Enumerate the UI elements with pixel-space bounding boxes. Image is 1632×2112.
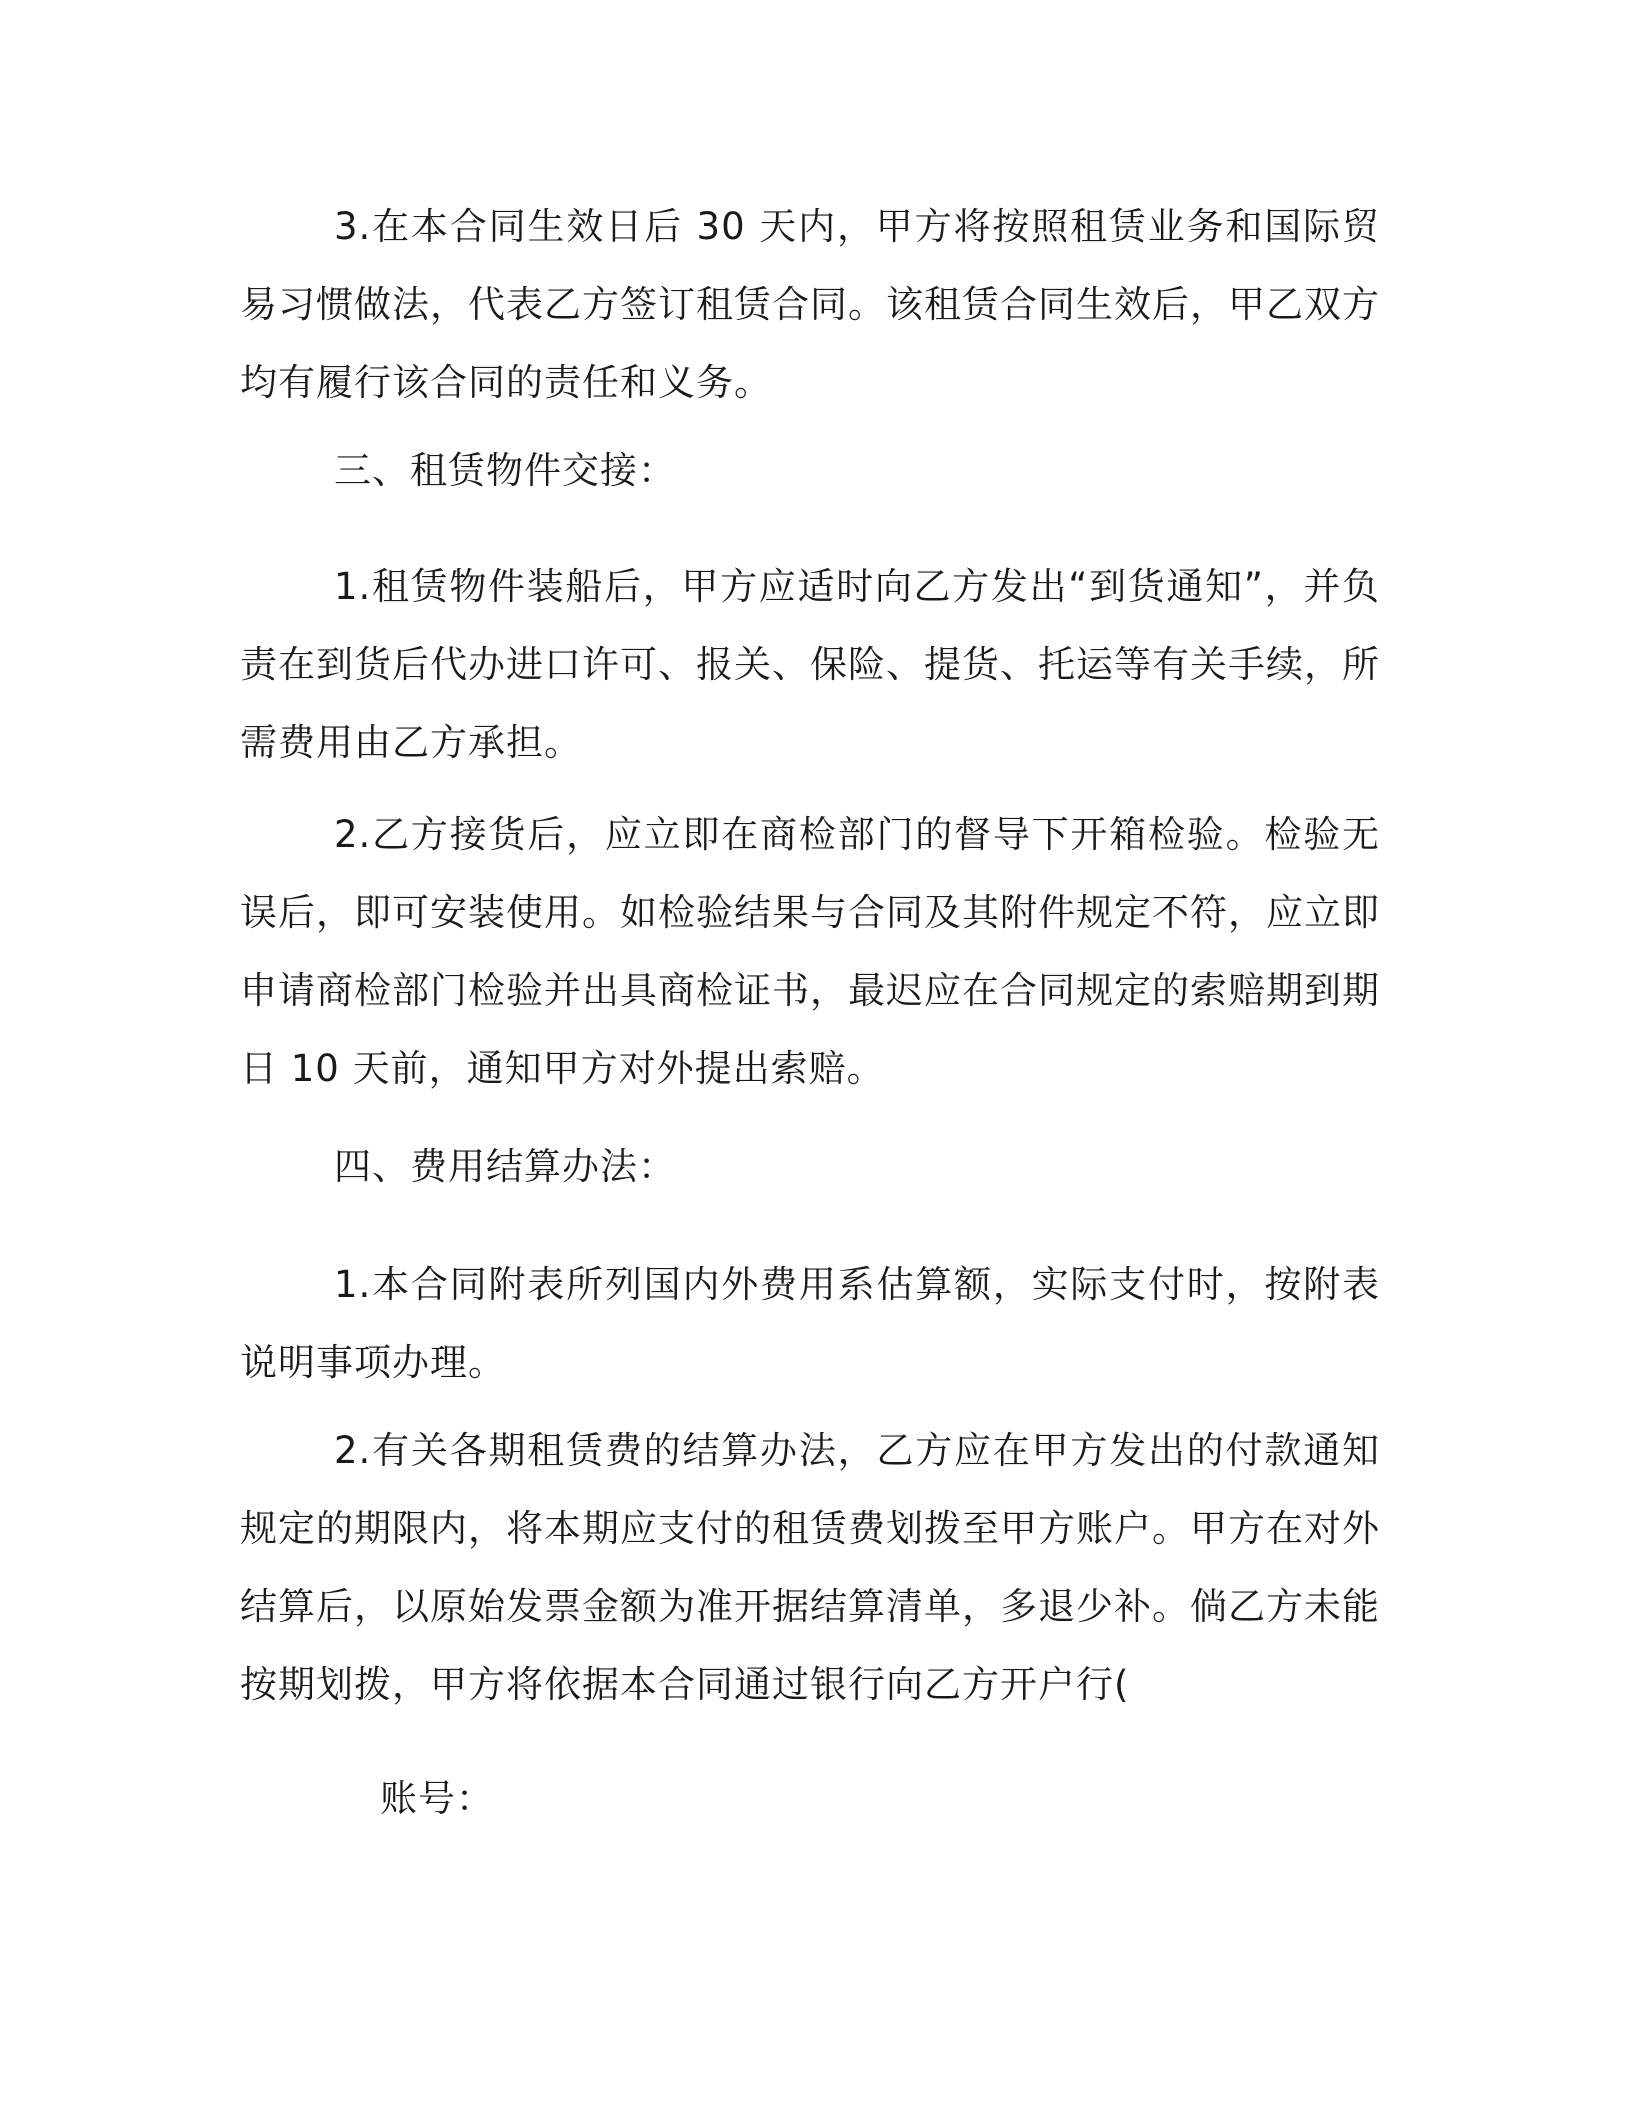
clause-4-2-paragraph: 2.有关各期租赁费的结算办法，乙方应在甲方发出的付款通知规定的期限内，将本期应支付的租赁费划拨至甲方账户。甲方在对外结算后，以原始发票金额为准开据结算清单，多退少补。倘乙方未能按期划拨，甲方将依据本合同通过银行向乙方开户行( xyxy=(240,1429,1380,1706)
clause-2-3-paragraph: 3.在本合同生效日后 30 天内，甲方将按照租赁业务和国际贸易习惯做法，代表乙方签订租赁合同。该租赁合同生效后，甲乙双方均有履行该合同的责任和义务。 xyxy=(240,205,1380,404)
clause-3-1-paragraph: 1.租赁物件装船后，甲方应适时向乙方发出“到货通知”，并负责在到货后代办进口许可、报关、保险、提货、托运等有关手续，所需费用由乙方承担。 xyxy=(240,565,1380,764)
clause-4-1-paragraph: 1.本合同附表所列国内外费用系估算额，实际支付时，按附表说明事项办理。 xyxy=(240,1263,1380,1384)
section-3-heading: 三、租赁物件交接： xyxy=(334,449,676,492)
section-4-heading: 四、费用结算办法： xyxy=(334,1145,676,1188)
account-number-label: 账号： xyxy=(380,1777,494,1820)
clause-3-2-paragraph: 2.乙方接货后，应立即在商检部门的督导下开箱检验。检验无误后，即可安装使用。如检验结果与合同及其附件规定不符，应立即申请商检部门检验并出具商检证书，最迟应在合同规定的索赔期到期日 10 天前，通知甲方对外提出索赔。 xyxy=(240,813,1380,1090)
